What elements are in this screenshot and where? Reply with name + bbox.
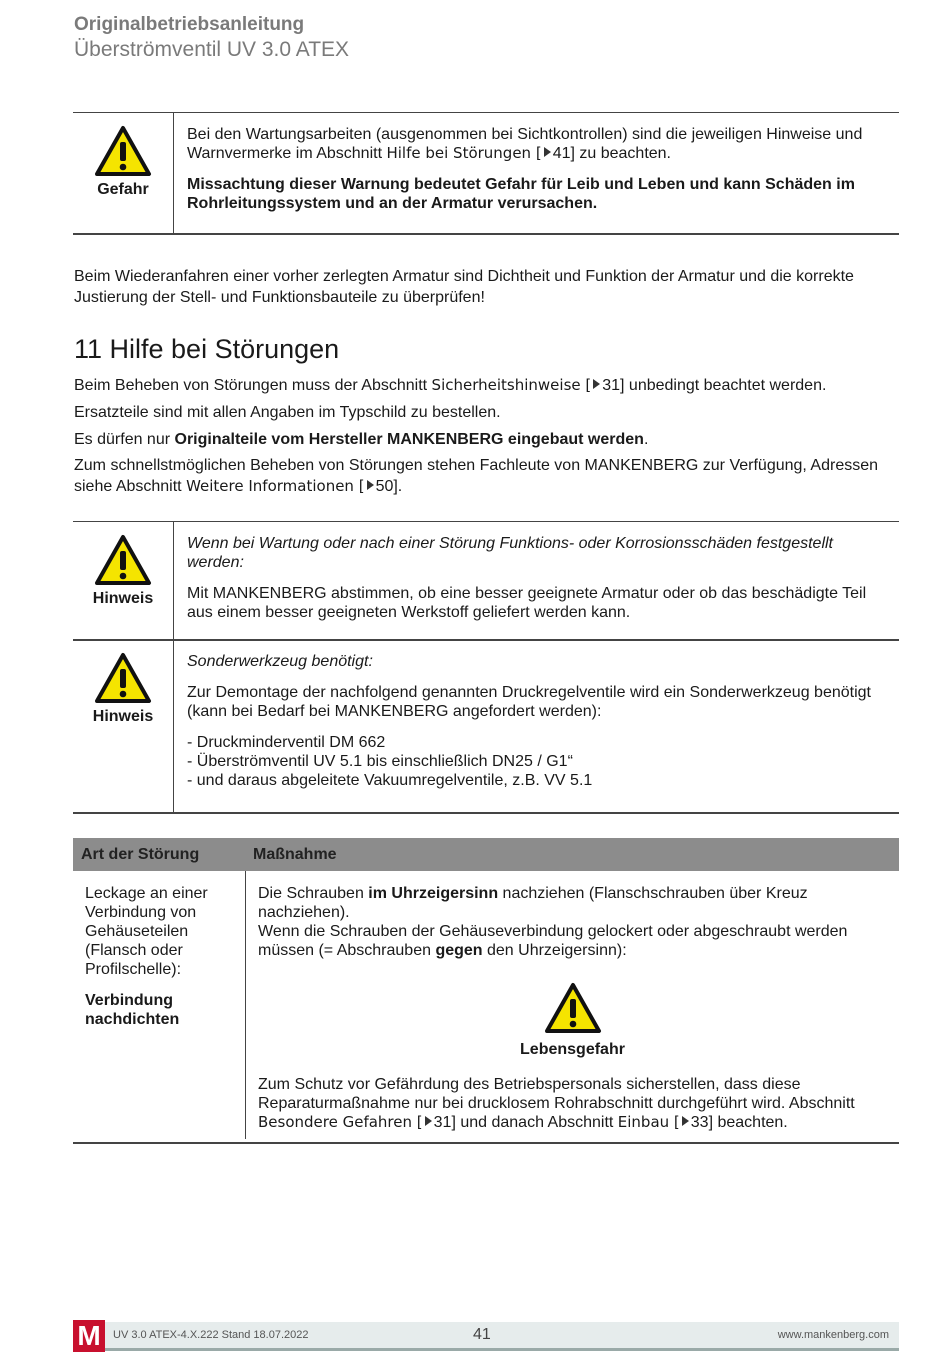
section-p1: Beim Beheben von Störungen muss der Abschnitt Sicherheitshinweise [ 31] unbedingt beachtet werden.	[74, 376, 827, 394]
page-arrow-icon	[682, 1116, 689, 1126]
website-link[interactable]: www.mankenberg.com	[777, 1329, 889, 1341]
warning-triangle-icon	[544, 982, 602, 1034]
fault-action: Verbindung nachdichten	[85, 992, 180, 1028]
measure-text-3: Zum Schutz vor Gefährdung des Betriebspersonals sicherstellen, dass diese Reparaturmaßnahme nur bei drucklosem Rohrabschnitt durchgeführt wird. Abschnitt Besondere Gefahren [ 31] und danach Abschnitt Einbau [ 33] beachten.	[258, 1076, 855, 1131]
notice-italic: Sonderwerkzeug benötigt:	[187, 653, 373, 670]
restart-paragraph	[74, 266, 904, 308]
xref-link[interactable]: Hilfe bei Störungen [	[386, 144, 552, 162]
page-number: 41	[473, 1326, 491, 1343]
danger-icon-column	[73, 113, 174, 233]
document-title: Originalbetriebsanleitung	[74, 14, 305, 35]
notice-text	[174, 522, 899, 640]
page-arrow-icon	[425, 1116, 432, 1126]
notice-body: Mit MANKENBERG abstimmen, ob eine besser geeignete Armatur oder ob das beschädigte Teil aus einem besser geeigneten Werkstoff geliefert werden kann.	[187, 585, 867, 621]
danger-text	[174, 113, 899, 233]
page-arrow-icon	[367, 480, 374, 490]
xref-link[interactable]: Sicherheitshinweise [	[432, 376, 603, 394]
measure-cell	[246, 871, 899, 1142]
xref-link[interactable]: Einbau [	[618, 1113, 691, 1131]
danger-box	[73, 112, 899, 235]
page-arrow-icon	[593, 379, 600, 389]
danger-text-1-a: Bei den Wartungsarbeiten (ausgenommen bei Sichtkontrollen) sind die jeweiligen Hinweise und Warnvermerke im Abschnitt	[187, 126, 863, 162]
tool-list	[187, 733, 887, 790]
notice-body: Zur Demontage der nachfolgend genannten Druckregelventile wird ein Sonderwerkzeug benötigt (kann bei Bedarf bei MANKENBERG angefordert werden):	[187, 684, 871, 720]
life-danger-label: Lebensgefahr	[520, 1041, 625, 1058]
list-item: - Druckminderventil DM 662	[187, 734, 386, 751]
column-header-measure: Maßnahme	[253, 845, 337, 863]
notice-icon-column	[73, 640, 174, 812]
document-version: UV 3.0 ATEX-4.X.222 Stand 18.07.2022	[113, 1329, 309, 1341]
list-item: - Überströmventil UV 5.1 bis einschließlich DN25 / G1“	[187, 753, 573, 770]
table-header	[73, 838, 899, 871]
warning-triangle-icon	[94, 534, 152, 586]
danger-text-2: Missachtung dieser Warnung bedeutet Gefahr für Leib und Leben und kann Schäden im Rohrleitungssystem und an der Armatur verursachen.	[187, 176, 855, 212]
measure-text-1: Die Schrauben im Uhrzeigersinn nachziehen (Flanschschrauben über Kreuz nachziehen).	[258, 885, 808, 921]
danger-label: Gefahr	[97, 181, 149, 198]
section-body	[74, 375, 904, 497]
troubleshooting-table	[73, 838, 899, 1144]
notice-text	[174, 640, 899, 812]
document-subtitle: Überströmventil UV 3.0 ATEX	[74, 38, 350, 61]
notice-icon-column	[73, 522, 174, 640]
section-p4: Zum schnellstmöglichen Beheben von Störungen stehen Fachleute von MANKENBERG zur Verfügung, Adressen siehe Abschnitt Weitere Informationen [ 50].	[74, 457, 879, 495]
danger-text-1-b: 41] zu beachten.	[552, 145, 671, 162]
warning-triangle-icon	[94, 125, 152, 177]
notice-box-1	[73, 521, 899, 641]
mankenberg-logo: M	[73, 1320, 105, 1352]
notice-label: Hinweis	[92, 590, 154, 607]
footer-rule	[103, 1348, 899, 1351]
fault-text: Leckage an einer Verbindung von Gehäuseteilen (Flansch oder Profilschelle):	[85, 885, 208, 978]
section-heading: 11 Hilfe bei Störungen	[74, 334, 340, 364]
fault-cell	[73, 871, 246, 1139]
section-p2: Ersatzteile sind mit allen Angaben im Typschild zu bestellen.	[74, 404, 501, 421]
life-danger-warning	[258, 982, 887, 1059]
list-item: - und daraus abgeleitete Vakuumregelventile, z.B. VV 5.1	[187, 772, 593, 789]
page-arrow-icon	[544, 147, 551, 157]
warning-triangle-icon	[94, 652, 152, 704]
notice-box-2	[73, 639, 899, 814]
table-row	[73, 871, 899, 1142]
page-footer	[73, 1320, 899, 1352]
measure-text-2: Wenn die Schrauben der Gehäuseverbindung gelockert oder abgeschraubt werden müssen (= Abschrauben gegen den Uhrzeigersinn):	[258, 923, 848, 959]
notice-label: Hinweis	[92, 708, 154, 725]
restart-text: Beim Wiederanfahren einer vorher zerlegten Armatur sind Dichtheit und Funktion der Armatur und die korrekte Justierung der Stell- und Funktionsbauteile zu überprüfen!	[74, 268, 854, 306]
column-header-fault: Art der Störung	[81, 845, 200, 863]
danger-text-1	[187, 125, 887, 163]
xref-link[interactable]: Weitere Informationen [	[186, 477, 375, 495]
section-p3: Es dürfen nur Originalteile vom Hersteller MANKENBERG eingebaut werden.	[74, 431, 649, 448]
notice-italic: Wenn bei Wartung oder nach einer Störung Funktions- oder Korrosionsschäden festgestellt werden:	[187, 535, 833, 571]
xref-link[interactable]: Besondere Gefahren [	[258, 1113, 434, 1131]
